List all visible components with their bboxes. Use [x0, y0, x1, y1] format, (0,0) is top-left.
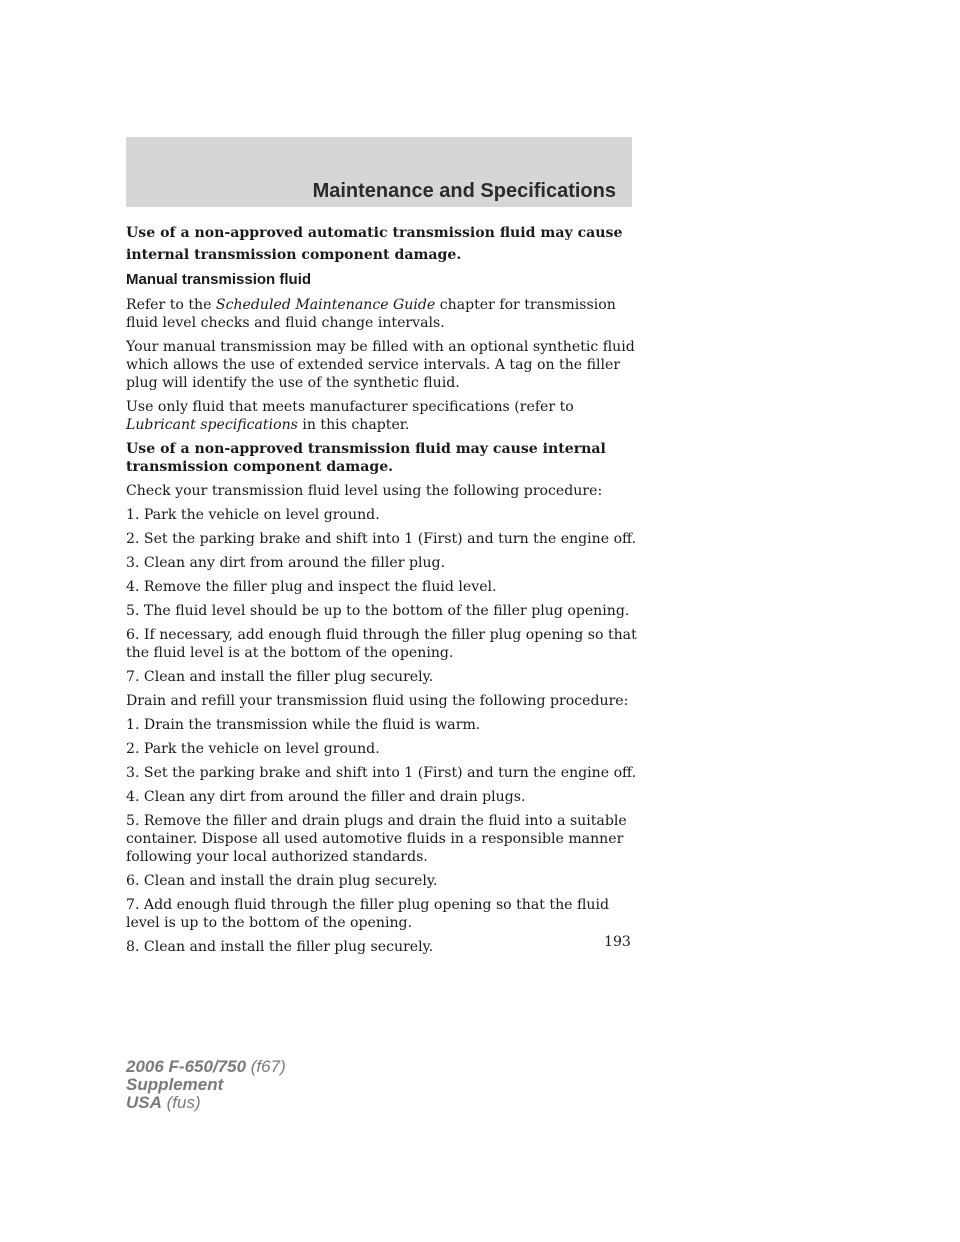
footer-region: USA [126, 1093, 162, 1112]
section-heading-manual-fluid: Manual transmission fluid [126, 271, 312, 288]
refer-suffix: chapter for transmission fluid level checks and fluid change intervals. [126, 297, 616, 331]
check-step: 4. Remove the filler plug and inspect the fluid level. [126, 579, 497, 595]
drain-step: 5. Remove the filler and drain plugs and drain the fluid into a suitable container. Dispose all used automotive fluids in a responsible manner following your local authorized standards. [126, 813, 627, 865]
drain-step: 2. Park the vehicle on level ground. [126, 741, 380, 757]
synthetic-fluid-paragraph: Your manual transmission may be filled with an optional synthetic fluid which allows the use of extended service intervals. A tag on the filler plug will identify the use of the synthetic fluid. [126, 339, 635, 391]
footer-model-code: (f67) [246, 1057, 286, 1076]
drain-step: 6. Clean and install the drain plug securely. [126, 873, 438, 889]
footer-region-line [126, 1094, 286, 1112]
section-header-bar [126, 137, 632, 207]
check-step: 1. Park the vehicle on level ground. [126, 507, 380, 523]
warning-automatic-fluid: Use of a non-approved automatic transmission fluid may cause internal transmission component damage. [126, 225, 623, 263]
footer-type: Supplement [126, 1075, 224, 1094]
drain-step: 3. Set the parking brake and shift into 1 (First) and turn the engine off. [126, 765, 637, 781]
check-step: 6. If necessary, add enough fluid through the filler plug opening so that the fluid level is at the bottom of the opening. [126, 627, 637, 661]
check-step: 2. Set the parking brake and shift into 1 (First) and turn the engine off. [126, 531, 637, 547]
footer-region-code: (fus) [161, 1093, 201, 1112]
check-step: 5. The fluid level should be up to the bottom of the filler plug opening. [126, 603, 630, 619]
check-intro: Check your transmission fluid level using the following procedure: [126, 483, 603, 499]
check-step: 7. Clean and install the filler plug securely. [126, 669, 434, 685]
page-content [126, 222, 638, 962]
footer-model: 2006 F-650/750 [126, 1057, 247, 1076]
scheduled-maintenance-guide-ref: Scheduled Maintenance Guide [215, 297, 436, 313]
refer-paragraph [126, 296, 638, 332]
spec-paragraph [126, 398, 638, 434]
spec-suffix: in this chapter. [297, 417, 410, 433]
section-title: Maintenance and Specifications [312, 180, 616, 202]
footer-publication-info [126, 1058, 286, 1112]
drain-step: 8. Clean and install the filler plug securely. [126, 939, 434, 955]
warning-manual-fluid: Use of a non-approved transmission fluid may cause internal transmission component damage. [126, 441, 606, 475]
spec-prefix: Use only fluid that meets manufacturer specifications (refer to [126, 399, 574, 415]
drain-step: 4. Clean any dirt from around the filler and drain plugs. [126, 789, 526, 805]
lubricant-specifications-ref: Lubricant specifications [126, 417, 298, 433]
check-step: 3. Clean any dirt from around the filler plug. [126, 555, 446, 571]
page-number: 193 [604, 934, 631, 950]
drain-step: 1. Drain the transmission while the fluid is warm. [126, 717, 481, 733]
footer-model-line [126, 1058, 286, 1076]
refer-prefix: Refer to the [126, 297, 216, 313]
drain-intro: Drain and refill your transmission fluid using the following procedure: [126, 693, 629, 709]
drain-step: 7. Add enough fluid through the filler plug opening so that the fluid level is up to the bottom of the opening. [126, 897, 609, 931]
